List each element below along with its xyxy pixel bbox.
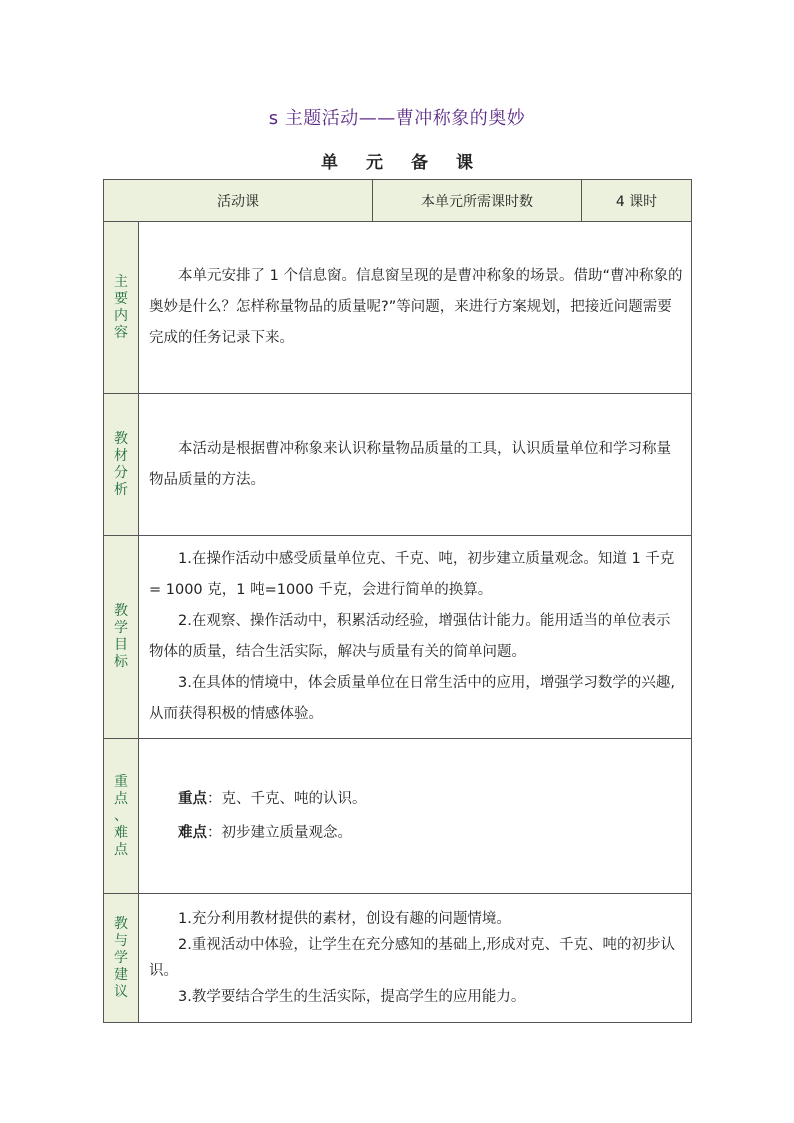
key-point [149,782,683,816]
main-content-text: 本单元安排了 1 个信息窗。信息窗呈现的是曹冲称象的场景。借助“曹冲称象的奥妙是什么？怎样称量物品的质量呢?”等问题，来进行方案规划，把接近问题需要完成的任务记录下来。 [149,268,683,346]
section-label-key-difficult: 重 点 、 难 点 [104,739,139,894]
section-label-teaching-goals: 教 学 目 标 [104,536,139,739]
section-teaching-suggestions [104,894,692,1023]
goal-item-2: 2.在观察、操作活动中，积累活动经验，增强估计能力。能用适当的单位表示物体的质量，结合生活实际，解决与质量有关的简单问题。 [149,613,671,660]
header-row [104,180,692,222]
section-key-difficult [104,739,692,894]
document-subtitle: 单元备课 [321,153,501,173]
difficult-point [149,816,683,850]
course-type-cell: 活动课 [104,180,373,222]
suggestion-item-1: 1.充分利用教材提供的素材，创设有趣的问题情境。 [178,911,511,927]
section-label-material-analysis: 教 材 分 析 [104,394,139,536]
section-main-content [104,222,692,394]
key-point-label: 重点 [178,791,207,807]
difficult-point-label: 难点 [178,825,207,841]
hours-value-cell: 4 课时 [582,180,692,222]
section-label-teaching-suggestions: 教 与 学 建 议 [104,894,139,1023]
goal-item-1: 1.在操作活动中感受质量单位克、千克、吨，初步建立质量观念。知道 1 千克= 1000 克，1 吨=1000 千克，会进行简单的换算。 [149,551,675,598]
hours-label-cell: 本单元所需课时数 [373,180,582,222]
document-title: s 主题活动——曹冲称象的奥妙 [268,108,526,129]
lesson-plan-table [103,179,692,1023]
section-label-main-content: 主 要 内 容 [104,222,139,394]
goal-item-3: 3.在具体的情境中，体会质量单位在日常生活中的应用，增强学习数学的兴趣,从而获得积极的情感体验。 [149,675,675,722]
key-point-text: ：克、千克、吨的认识。 [207,791,367,807]
section-material-analysis [104,394,692,536]
suggestion-item-3: 3.教学要结合学生的生活实际，提高学生的应用能力。 [178,989,526,1005]
difficult-point-text: ：初步建立质量观念。 [207,825,352,841]
material-analysis-text: 本活动是根据曹冲称象来认识称量物品质量的工具，认识质量单位和学习称量物品质量的方法。 [149,440,671,488]
suggestion-item-2: 2.重视活动中体验，让学生在充分感知的基础上,形成对克、千克、吨的初步认识。 [149,937,675,979]
section-teaching-goals [104,536,692,739]
